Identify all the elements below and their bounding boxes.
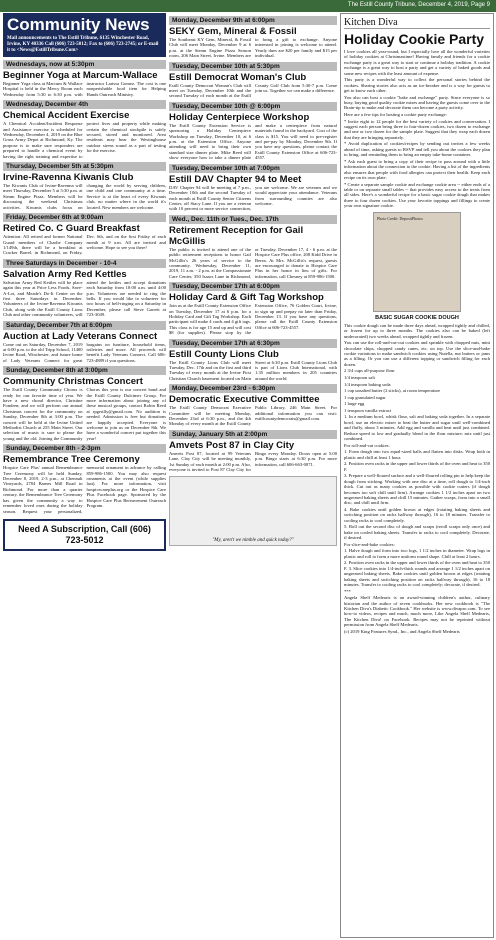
cartoon [169,476,337,546]
event-headline: Remembrance Tree Ceremony [3,454,140,466]
event-date: Three Saturdays in December - 10-4 [3,259,166,268]
kitchen-diva-section: Kitchen Diva [344,17,490,29]
event-date: Monday, December 9th at 6:00pm [169,16,337,25]
event-headline: Beginner Yoga at Marcum-Wallace [3,70,158,81]
recipe-line: Angela Shelf Medearis is an award-winning children's author, culinary historian and the author of seven cookbooks. Her new cookbook is "The Kitchen Diva's Diabetic Cookbook." Her website is www.divapro.com. To see how-to videos, recipes and much, much more, Like Angela Shelf Medearis, The Kitchen Diva! on Facebook. Recipes may not be reprinted without permission from Angela Shelf Medearis. [344,595,490,628]
recipe-line: 2 3/4 cups all-purpose flour [344,368,395,374]
event-headline: Holiday Card & Gift Tag Workshop [169,292,324,304]
article-paragraph: * Create a separate sample cookie and exchange cookie area -- either ends of a table or on separate small tables -- that provides easy access to the treats from all sides. Here's a wonderful recipe for a basic sugar cookie dough that makes three to four dozen cookies. Use your favorite toppings and fillings to create your own signature cookie. [344,181,490,209]
event-headline: SEKY Gem, Mineral & Fossil [169,26,297,37]
event-date: Sunday, December 8th - 2-3pm [3,444,166,453]
article-paragraph: You also can host a cookie "bake and exchange" party. Since everyone is so busy, buying good quality cookie mixes and having the guests come over to the Brain-tip to make and decorate them can become a party activity. [344,94,490,111]
recipe-line: 4. Bake cookies until golden brown at edges (rotating baking sheets and switching position on racks halfway through), 16 to 18 minutes. Transfer to cooling racks to cool completely. [344,506,490,523]
event-body: DAV Chapter 94 will be meeting at 7 p.m., December 10th and the second Tuesday of each month at Estill County Senior Citizens Center, off Stacy Lane. If you are a veteran with 10 percent or more service connection, you are welcome. We are veterans and we would appreciate your attendance. Veterans from surrounding counties are also welcome. [169,184,337,212]
event-headline: Estill Democrat Woman's Club [169,71,307,83]
event-date: Sunday, January 5th at 2:00pm [169,430,337,439]
article-paragraph: I love cookies all year-round, but I especially love all the wonderful varieties of holiday cookies at Christmastime! Having family and friends for a cookie exchange party is a great way to start or continue a holiday tradition. A cookie exchange is a great way to host a party and get a variety of baked goods and some new recipes with the least amount of expense. [344,49,490,76]
event-body: The Southeast KY Gem, Mineral, & Fossil Club will meet Monday, December 9 at 6 p.m. at the Steam Engine Pizza Season room, 206 Main Street, Irvine. Members are to bring a gift to exchange. Anyone interested in joining is welcome to attend. Yearly dues are $20 per family and $15 per individual. [169,37,337,59]
event-date: Saturday, December 7th at 6:00pm [3,321,166,330]
recipe-line: For roll-and-cut cookies: [344,442,390,448]
recipe-line: 1/4 teaspoon salt [344,374,375,380]
event-date: Tuesday, December 10th at 7:00pm [169,164,337,173]
recipe-line: For slice-and-bake cookies: [344,541,395,547]
article-paragraph: This party is a wonderful way to collect the personal stories behind the cookies. Sharing stories also acts as an ice-breaker and is a way for guests to get to know each other. [344,77,490,94]
subscription-box: Need A Subscription, Call (606) 723-5012 [3,519,166,551]
recipe-line: 1. Form dough into two equal-sized balls and flatten into disks. Wrap both in plastic and chill at least 1 hour. [344,449,490,460]
recipe-line: You can use the roll-and-cut-out cookies and sprinkle with chopped nuts, mini chocolate chips, chopped candy canes, etc. on top. Use the slice-and-bake cookie variations to make sandwich cookies using Nutella, nut butters or jams as a filling. Or you can use a different topping or sandwich filling for each dozen. [344,340,490,367]
cartoon-caption: "My, aren't we nimble and quick today?" [212,538,294,544]
event-headline: Chemical Accident Exercise [3,110,130,122]
event-body: The Estill County Extension Service is sponsoring a Holiday Centerpiece Workshop on Tuesday, December 10, at 6 p.m. at the Extension Office. Anyone attending will need to bring their own standard size dinner plate. Mike Reed will show everyone how to take a dinner plate and make a centerpiece from natural materials found in the backyard. Cost of the class is $15. You will need to pre-register and pre-pay by Monday, December 9th. If you have any questions, please contact the Estill County Extension Office at 606-723-4557. [169,122,337,161]
event-date: Tuesday, December 17th at 6:30pm [169,339,337,348]
event-headline: Retirement Reception for Gail McGillis [169,224,304,247]
middle-column [169,13,337,938]
recipe-line: 1 teaspoon vanilla extract [344,407,392,413]
recipe-line: 1 large egg [344,401,365,407]
recipe-line: 1 cup granulated sugar [344,394,386,400]
article-paragraph: Here are a few tips for hosting a cookie party exchange: [344,112,447,118]
article-paragraph: * Avoid duplication of cookies/recipes by sending out invites a few weeks ahead of time, asking guests to RSVP and tell you about the cookies they plan to bring, and reminding them to bring an empty take-home container. [344,141,490,158]
event-body: The Estill County Lions Club will meet Tuesday, Dec. 17th and on the first and third Tuesday of every month at the Irvine First Christian Church basement located on Main Street at 6:30 p.m. Estill County Lions Club is part of Lions Club International, with 1.35 million members in 205 countries around the world. [169,359,337,381]
event-headline: Democratic Executive Committee [169,394,320,406]
event-date: Tuesday, December 10th @ 6:00pm [169,102,337,111]
event-date: Wednesday, December 4th [3,100,166,109]
event-date: Tuesday, December 10th at 5:30pm [169,62,337,71]
event-date: Wed., Dec. 11th or Tues., Dec. 17th [169,215,337,224]
event-body: Salvation Army Red Kettles will be place again this year at Price Less Foods, Save-A-Lot, and Meade's Do-It Center on the first three Saturdays in December. Volunteers of the Irvine-Ravenna Kiwanis Club, along with the Estill County Lions Club and other community volunteers, will attend the kettles and accept donations each Saturday from 10:00 a.m. until 4:00 p.m. Volunteers are needed to ring the bells. If you would like to volunteer for two hours of bell-ringing on a Saturday in December, please call Steve Garrett at 723-3049. [3,279,166,318]
recipe-line: *** [344,588,351,594]
recipe-line: 2. Position oven racks in the upper and lower thirds of the oven and heat to 350 F. 3. Slice cookies into 1/4-inch-thick rounds and arrange 1 1/2 inches apart on ungreased baking sheets. Bake cookies until golden brown at edges (rotating baking sheets and switching position on racks halfway through), 16 to 18 minutes. Transfer to cooling racks to cool completely; decorate, if desired. [344,560,490,587]
community-news-header [3,13,166,57]
recipe-line: (c) 2019 King Features Synd., Inc., and Angela Shelf Medearis [344,628,460,634]
kitchen-diva-headline: Holiday Cookie Party [344,31,485,47]
event-headline: Holiday Centerpiece Workshop [169,111,310,123]
community-news-column [3,13,166,938]
event-body: The Kiwanis Club of Irvine-Ravenna will meet Thursday, December 5 at 5:30 p.m. at Steam Engine Pizza. Members will be discussing the weekend Christmas activities. Kiwanis clubs focus on changing the world by serving children, one child and one community at a time. Service is at the heart of every Kiwanis club, no matter where in the world it's located. New members are welcome. [3,183,166,210]
event-body: Join us at the Estill County Extension Office on Tuesday, December 17 at 6 p.m. for a Holiday Card and Gift Tag Workshop. Each participant will make 4 cards and 4 gift tags. This class is for age 15 and up and will cost $8 (for supplies). Please stop by the Extension Office, 76 Golden Court, Irvine, to sign up and prepay no later than Friday, December 13. If you have any questions, please call the Estill County Extension Office at 606-723-4557. [169,303,337,336]
recipe-line: 2. Position oven racks in the upper and lower thirds of the oven and heat to 350 F. [344,461,490,472]
event-date: Thursday, December 5th at 5:30pm [3,162,166,171]
recipe-line: This cookie dough can be made three days ahead, wrapped tightly and chilled, or frozen for up to three months. The cookies also can be baked (left undecorated) two weeks ahead, wrapped tightly and frozen. [344,322,490,339]
event-body: The Estill County Community Chorus is ready for our favorite time of year. We have a new choral director, Christine Fondren; and we will perform our annual Christmas concert for the community on Sunday, December 8th at 3:00 p.m. The concert will be held at the Irvine United Methodist Church at 255 Main Street. Our selection of music is sure to please the young and the old. Joining the Community Chorus this year is our concert band and the Estill County Dulcimer Group. For more information about joining any of these musical groups, contact Robin Reed at rpgrstlly@gmail.com. No audition is needed. Admission is free but donations are happily accepted. Everyone is welcome to join us on December 8th. We have a wonderful concert put together this year! [3,387,166,441]
event-body: Come out on Saturday, December 7, 2019 at 6:00 p.m. to the old Tripp School, 11400 Irvine Road, Winchester, and future home of Lady Veterans Connect for great bargains on furniture, household items, toiletries and more. All proceeds will benefit Lady Veterans Connect. Call 606-723-4889 if you questions. [3,341,166,363]
article-paragraph: * Ask each guest to bring a copy of their recipe to pass around with a little information about the connection to the cookie. Having a list of the ingredients also ensures that people with food allergies can protect their health. Keep each recipe on its own plate. [344,158,490,181]
event-date: Friday, December 6th at 9:00am [3,213,166,222]
event-body: Beginner Yoga class at Marcum & Wallace Hospital is held in the Mercy Room each Wednesday from 5:30 to 6:30 p.m. with instructor Larissa Gomez. The cost is one nonperishable food item for Helping Hands Outreach Ministry. [3,81,166,97]
recipe-line: 1 cup unsalted butter (2 sticks), at room temperature [344,388,441,394]
event-headline: Estill County Lions Club [169,348,279,360]
article-paragraph: * Invite eight to 12 people for the best variety of cookies and conversation. I suggest each person bring three to four-dozen cookies, two dozen to exchange and one or two dozen for the sample plate. Suggest that they wrap each dozen that they are bringing separately. [344,118,490,140]
event-body: The public is invited to attend one of the public retirement receptions to honor Gail McGillis's 26 years of service to the community. Wednesday, December 11, 2019, 11 a.m. - 2 p.m. at the Compassionate Care Center, 350 Isaacs Lane in Richmond, or Tuesday, December 17, 4 - 6 p.m. at the Hospice Care Plus office, 208 Kidd Drive in Berea. At Mrs. McGillis's request, guests are encouraged to donate to Hospice Care Plus in her honor in lieu of gifts. For information, call Chesney at 859-986-1500. [169,246,337,279]
event-body: Attention: All retired and former National Guard members of Charlie Company 1/149th, there will be a breakfast at Cracker Barrel, in Richmond, on Friday, Dec. 6th, and on the first Friday of each month at 9 a.m. All are invited and welcome. Hope to see you there! [3,234,166,256]
recipe-line: 1. In a medium bowl, whisk flour, salt and baking soda together. In a separate bowl, use an electric mixer to beat the butter and sugar until well-combined and fluffy, about 3 minutes. Add egg and vanilla and beat until just combined. Reduce speed to low and gradually blend in the flour mixture; mix until just combined. [344,414,490,442]
event-body: Hospice Care Plus' annual Remembrance Tree Ceremony will be held Sunday, December 8, 2019, 2-3 p.m., at Chenault Vineyards, 2784 Barnes Mill Road in Richmond. For more than a quarter century, the Remembrance Tree Ceremony has given the community a way to remember loved ones during the holiday season. Request your personalized, memorial ornament in advance by calling 859-986-1500. You may also request ornaments at the event (while supplies last). For more information, visit hospicecareplus.org or the Hospice Care Plus Facebook page. Sponsored by the Hospice Care Plus Bereavement Outreach Program. [3,465,166,514]
recipe-line: 3. Prepare a well-floured surface and a well-floured rolling pin to help keep the dough from sticking. Working with one disc at a time, roll dough to 1/4-inch thick. Cut out as many cookies as possible with cookie cutters (if dough becomes too soft chill until firm). Arrange cookies 1 1/2 inches apart on two ungreased baking sheets and chill 15 minutes. Gather scraps, form into a small disc, and chill until firm. [344,473,490,506]
recipe-title: BASIC SUGAR COOKIE DOUGH [375,314,459,321]
event-body: A Chemical Accident/Incident Response and Assistance exercise is scheduled for Wednesday, December 4, 2019 on the Blue Grass Army Depot at Richmond, Ky. The purpose is to make sure responders are prepared to handle a chemical event by having the right training and expertise to protect lives and property while making certain the chemical stockpile is safely secured, stored and monitored. Area residents may hear the Westinghouse outdoor sirens sound as a part of testing for the exercise. [3,121,166,159]
event-headline: Irvine-Ravenna Kiwanis Club [3,172,134,184]
section-title: Community News [7,15,150,34]
recipe-line: 1. Halve dough and form into two logs, 1 1/2 inches in diameter. Wrap logs in plastic and roll to form a more uniform round shape. Chill at least 2 hours. [344,548,490,559]
event-date: Monday, December 23rd - 6:30pm [169,384,337,393]
event-headline: Retired Co. C Guard Breakfast [3,223,140,235]
kitchen-diva-column [340,13,494,938]
masthead: The Estill County Tribune, December 4, 2019, Page 9 [0,0,496,12]
event-body: Estill County Democrat Woman's Club will meet on Tuesday, December 10th and the second Tuesday of each month at the Estill County Golf Club from 5:30-7 p.m. Come join us. Together we can make a difference. [169,82,337,99]
event-body: Amvets Post 87, located at 99 Veterans Lane, Clay City will be meeting monthly, 1st Sunday of each month at 2:00 p.m. Also, everyone is invited to Post 87 Clay City for Bingo every Monday. Doors open at 5:00 p.m. Bingo starts at 6:30 p.m. For more information, call 606-663-0071. [169,450,337,473]
photo-credit: Photo Credit: DepositPhotos [377,215,423,221]
event-headline: Salvation Army Red Kettles [3,268,127,280]
event-date: Tuesday, December 17th at 6:00pm [169,282,337,291]
recipe-line: 5. Roll out the second disc of dough and scraps (reroll scraps only once) and bake on cooled baking sheets. Transfer to racks to cool completely. Decorate, if desired. [344,524,490,541]
recipe-line: 1/4 teaspoon baking soda [344,381,391,387]
event-date: Wednesdays, now at 5:30pm [3,60,166,69]
cookie-photo [373,212,461,312]
event-body: The Estill County Democrat Executive Committee will be meeting Monday, December 23rd at 6:30 p.m., and the 4th Monday of every month at the Estill County Public Library, 246 Main Street. For additional information you can visit: estillcountydemocrats@gmail.com. [169,405,337,427]
event-headline: Estill DAV Chapter 94 to Meet [169,173,302,185]
event-date: Sunday, December 8th at 3:00pm [3,366,166,375]
event-headline: Auction at Lady Veterans Connect [3,330,158,342]
event-headline: Community Christmas Concert [3,376,143,388]
event-headline: Amvets Post 87 in Clay City [169,439,295,451]
section-subtitle: Mail announcements to The Estill Tribune, 6135 Winchester Road, Irvine, KY 40336 Call (606) 723-5012; Fax to (606) 723-2745; or E-mail it to <News@EstillTribune.Com> [7,36,159,53]
